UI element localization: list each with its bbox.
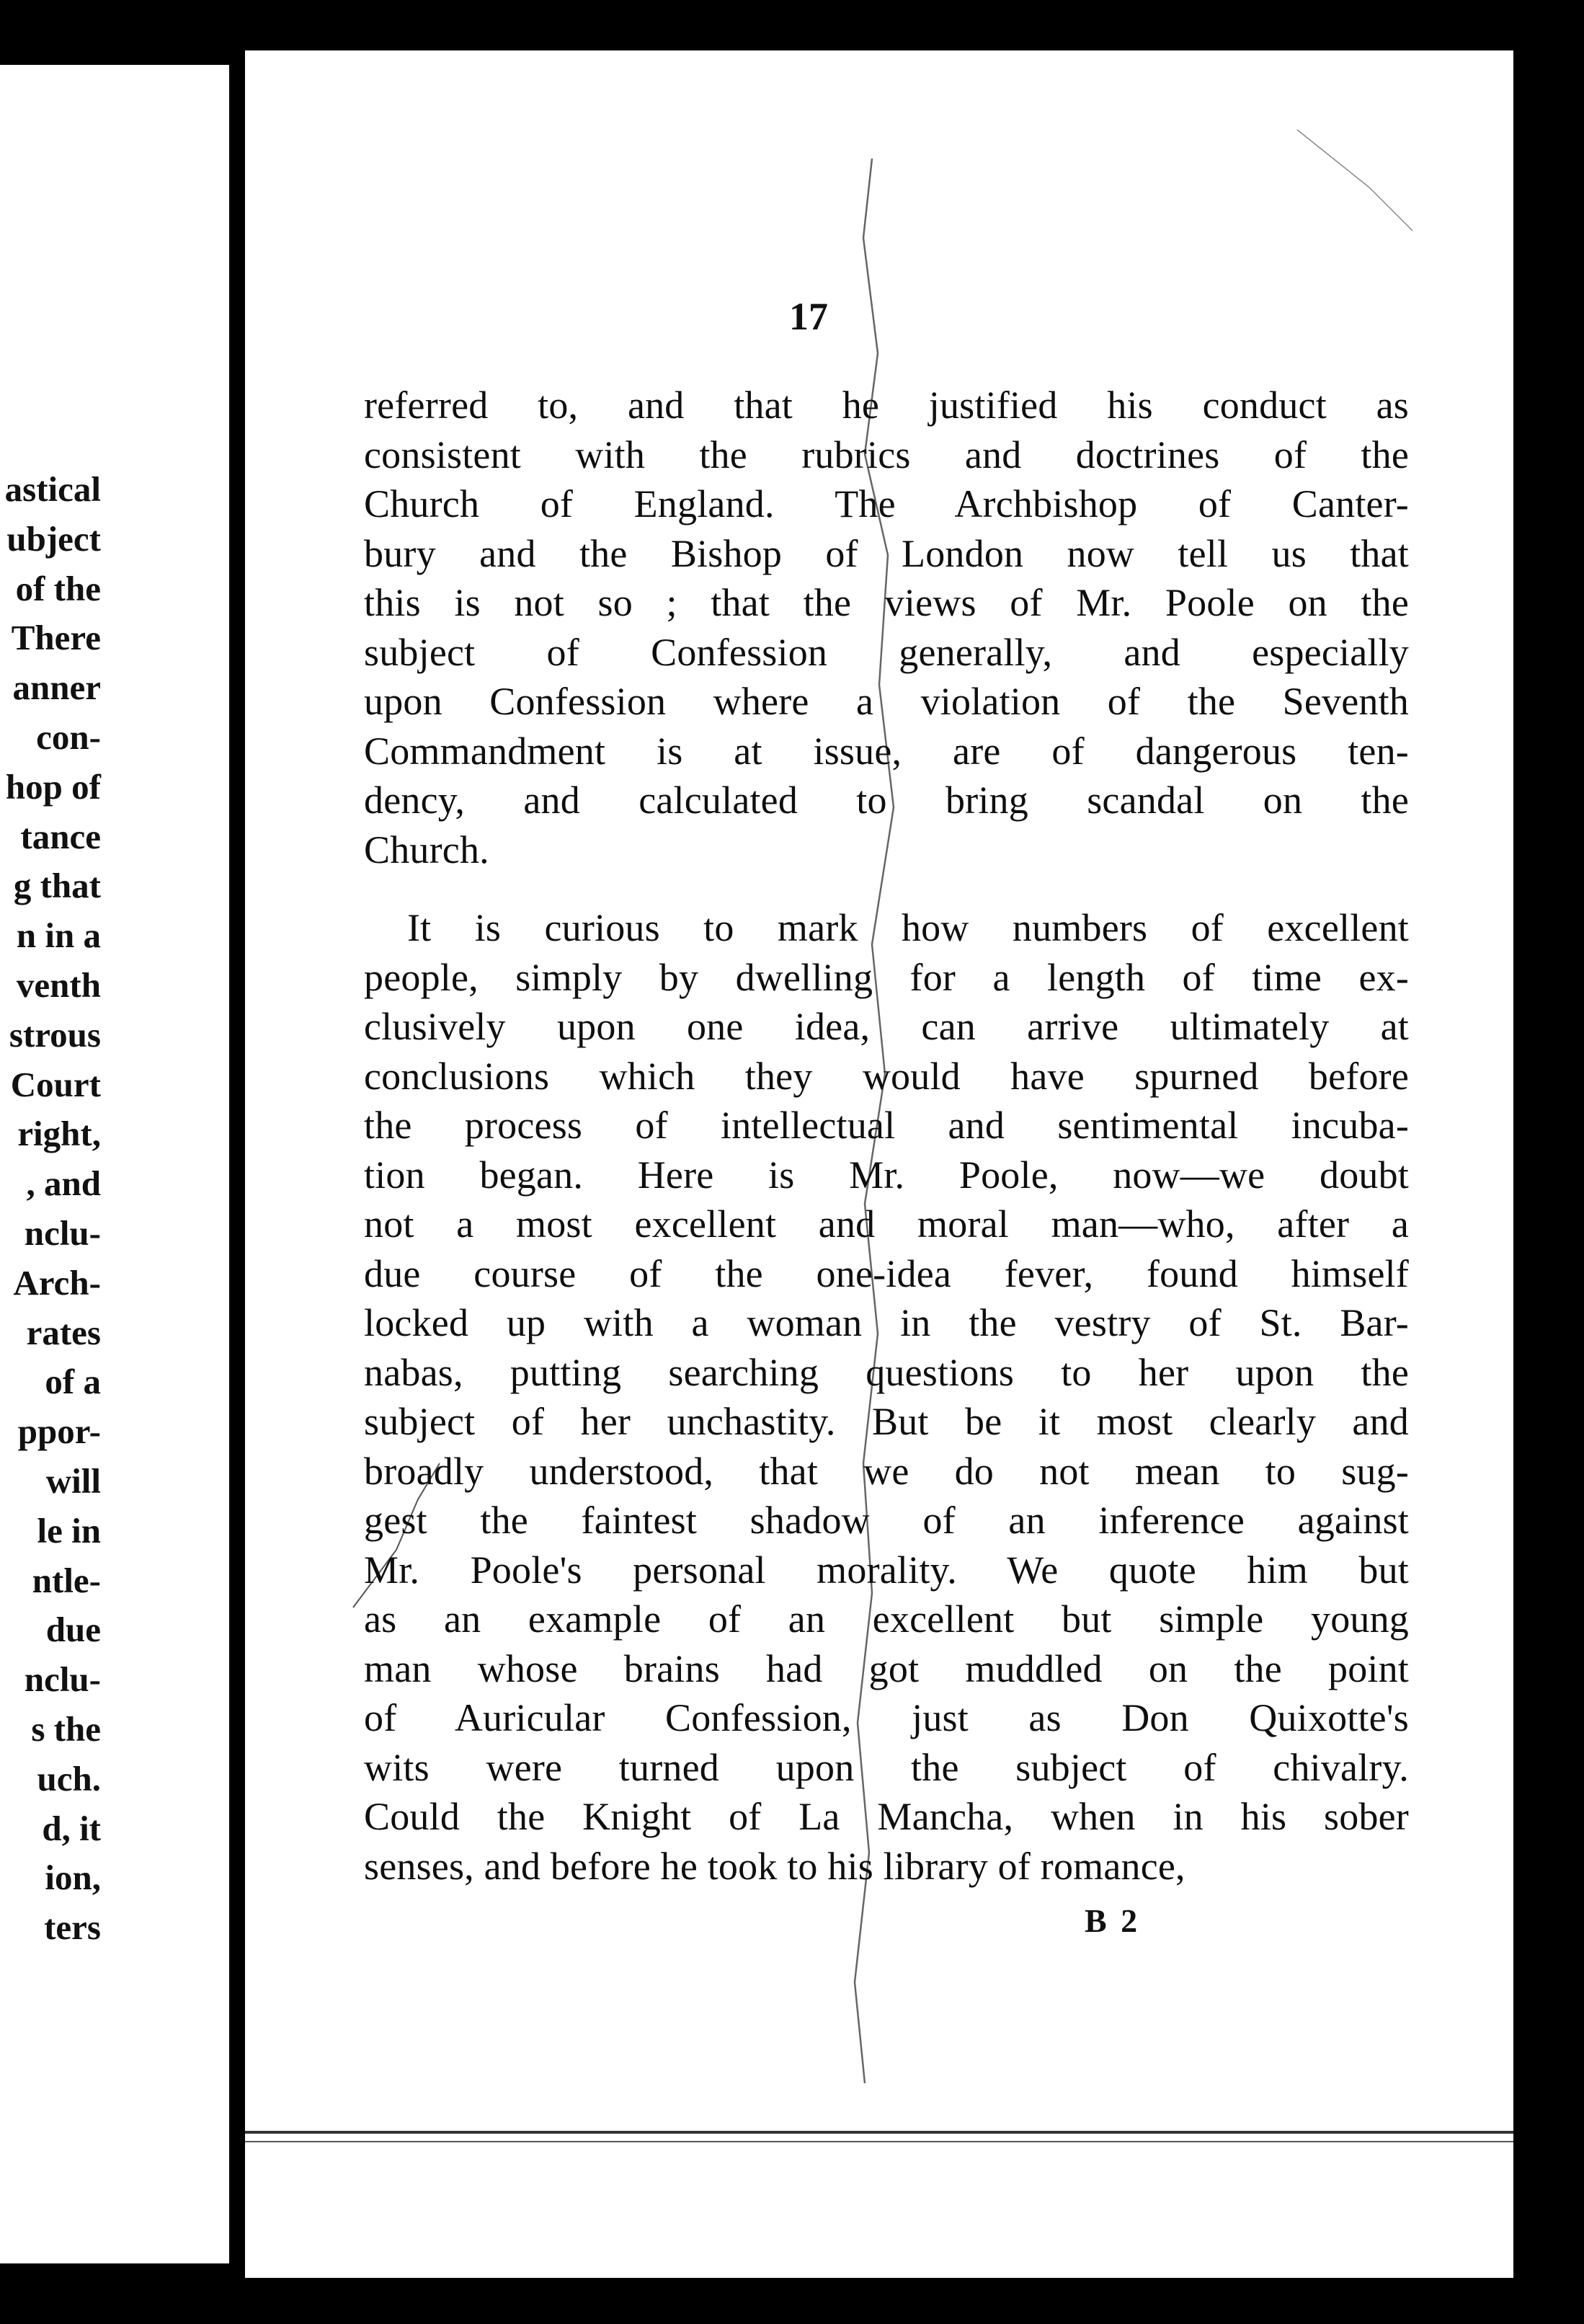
text-line: the process of intellectual and sentimental incuba- [364,1104,1409,1147]
facing-page-line: anner [12,668,101,708]
text-line: this is not so ; that the views of Mr. Poole on the [364,581,1409,624]
facing-page-line: tance [20,816,101,856]
text-line: due course of the one-idea fever, found himself [364,1251,1409,1295]
facing-page-line: g that [13,866,101,906]
text-line: man whose brains had got muddled on the point [364,1646,1409,1690]
facing-page-line: Court [10,1064,101,1104]
facing-page-line: ion, [45,1858,101,1898]
facing-page-line: of the [15,568,101,608]
facing-page-line: ppor- [17,1411,101,1452]
page-number: 17 [789,295,828,338]
book-gutter [229,58,245,2278]
text-line: tion began. Here is Mr. Poole, now—we doubt [364,1153,1409,1197]
text-line: Church of England. The Archbishop of Canter- [364,482,1409,525]
paragraph-1 [364,381,1409,874]
text-line: upon Confession where a violation of the Seventh [364,680,1409,723]
text-line: Could the Knight of La Mancha, when in his sober [364,1795,1409,1838]
text-line: It is curious to mark how numbers of excellent [407,906,1409,949]
bottom-rule [245,2131,1513,2134]
signature-mark: B 2 [1085,1902,1141,1939]
facing-page-line: astical [4,469,101,509]
text-line: subject of Confession generally, and especially [364,630,1409,674]
facing-page-line: con- [36,717,101,757]
text-line: clusively upon one idea, can arrive ultimately at [364,1005,1409,1048]
text-line: locked up with a woman in the vestry of St. Bar- [364,1301,1409,1344]
facing-page-line: of a [45,1362,101,1402]
text-line: subject of her unchastity. But be it most clearly and [364,1400,1409,1443]
text-line: Commandment is at issue, are of dangerous ten- [364,729,1409,773]
facing-page-line: strous [9,1014,101,1055]
facing-page-line: due [45,1610,101,1650]
facing-page-line: hop of [5,766,101,807]
text-line: broadly understood, that we do not mean to sug- [364,1449,1409,1493]
text-line: of Auricular Confession, just as Don Quixotte's [364,1696,1409,1739]
facing-page-line: n in a [16,915,101,956]
text-line: Mr. Poole's personal morality. We quote him but [364,1548,1409,1592]
facing-page-line: ntle- [32,1560,101,1600]
text-line: wits were turned upon the subject of chivalry. [364,1745,1409,1789]
text-line: senses, and before he took to his library of romance, [364,1844,1185,1888]
facing-page-line: s the [31,1708,101,1749]
page-body [364,381,1409,1891]
text-line: referred to, and that he justified his conduct as [364,383,1409,427]
facing-page-line: rates [26,1312,101,1352]
facing-page-line: ubject [6,518,101,559]
facing-page-fragment [0,65,229,2263]
facing-page-line: , and [26,1163,101,1204]
facing-page-line: There [11,618,101,658]
facing-page-line: d, it [42,1808,101,1848]
text-line: gest the faintest shadow of an inference against [364,1499,1409,1542]
text-line: people, simply by dwelling for a length of time ex- [364,955,1409,999]
text-line: bury and the Bishop of London now tell us that [364,531,1409,575]
facing-page-line: Arch- [13,1262,101,1303]
bottom-rule-thin [245,2141,1513,2142]
text-line: Church. [364,828,489,872]
facing-page-line: uch. [37,1758,101,1799]
facing-page-line: will [45,1460,101,1501]
book-page [245,50,1513,2278]
paragraph-2 [364,903,1409,1891]
facing-page-line: venth [16,964,101,1005]
text-line: consistent with the rubrics and doctrines of the [364,433,1409,476]
facing-page-line: ters [44,1907,101,1948]
text-line: as an example of an excellent but simple young [364,1597,1409,1641]
text-line: nabas, putting searching questions to her upon the [364,1350,1409,1394]
facing-page-line: nclu- [24,1212,101,1253]
facing-page-line: le in [37,1510,101,1551]
text-line: dency, and calculated to bring scandal on the [364,779,1409,822]
facing-page-line: right, [17,1114,101,1154]
scan-border-right [1513,29,1584,2324]
text-line: not a most excellent and moral man—who, after a [364,1202,1409,1246]
facing-page-line: nclu- [24,1659,101,1700]
facing-page-text [0,465,101,1953]
text-line: conclusions which they would have spurned before [364,1054,1409,1098]
